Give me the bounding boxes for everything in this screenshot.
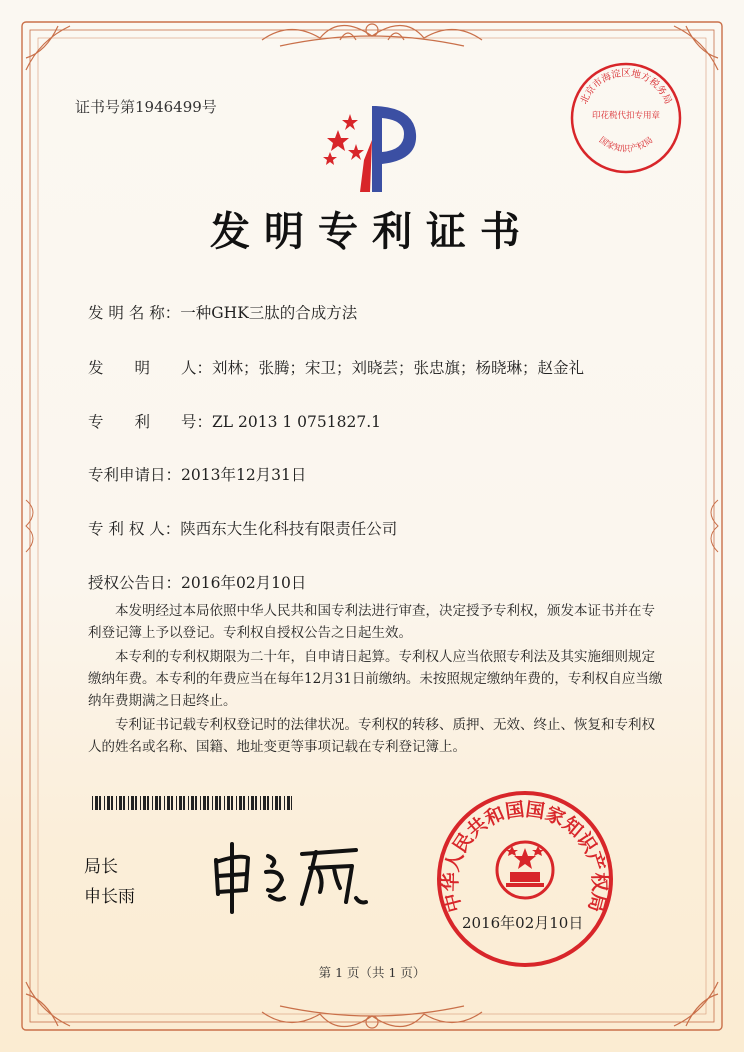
field-application-date: 专利申请日：2013年12月31日 xyxy=(88,466,307,484)
signature-image xyxy=(206,838,376,918)
tax-stamp-seal xyxy=(566,58,686,178)
field-grant-date: 授权公告日：2016年02月10日 xyxy=(88,574,307,592)
barcode xyxy=(92,796,292,810)
svg-text:北京市海淀区地方税务局: 北京市海淀区地方税务局 xyxy=(578,68,674,106)
field-patent-number: 专 利 号：ZL 2013 1 0751827.1 xyxy=(88,413,381,431)
body-text xyxy=(88,600,668,758)
svg-text:印花税代扣专用章: 印花税代扣专用章 xyxy=(591,111,661,121)
paragraph: 本专利的专利权期限为二十年，自申请日起算。专利权人应当依照专利法及其实施细则规定缴纳年费。本专利的年费应当在每年12月31日前缴纳。未按照规定缴纳年费的，专利权自应当缴纳年费期满之日起终止。 xyxy=(88,649,663,709)
sipo-official-seal xyxy=(432,786,618,972)
field-patentee: 专 利 权 人：陕西东大生化科技有限责任公司 xyxy=(88,520,398,538)
seal-date: 2016年02月10日 xyxy=(462,914,584,932)
paragraph: 专利证书记载专利权登记时的法律状况。专利权的转移、质押、无效、终止、恢复和专利权人的姓名或名称、国籍、地址变更等事项记载在专利登记簿上。 xyxy=(88,717,655,755)
svg-text:中华人民共和国国家知识产权局: 中华人民共和国国家知识产权局 xyxy=(439,798,611,915)
certificate-title: 发明专利证书 xyxy=(210,209,534,255)
bureau-title: 局长 xyxy=(84,857,118,877)
field-invention-name: 发 明 名 称：一种GHK三肽的合成方法 xyxy=(88,304,358,322)
page-footer: 第 1 页（共 1 页） xyxy=(318,965,426,980)
sipo-logo-icon xyxy=(316,100,426,196)
bureau-head-name: 申长雨 xyxy=(84,887,135,907)
certificate-number: 证书号第1946499号 xyxy=(75,98,217,116)
paragraph: 本发明经过本局依照中华人民共和国专利法进行审查，决定授予专利权，颁发本证书并在专利登记簿上予以登记。专利权自授权公告之日起生效。 xyxy=(88,603,655,641)
svg-text:国家知识产权局: 国家知识产权局 xyxy=(596,135,656,155)
national-emblem-icon xyxy=(497,842,553,898)
field-inventors: 发 明 人：刘林；张腾；宋卫；刘晓芸；张忠旗；杨晓琳；赵金礼 xyxy=(88,359,585,377)
